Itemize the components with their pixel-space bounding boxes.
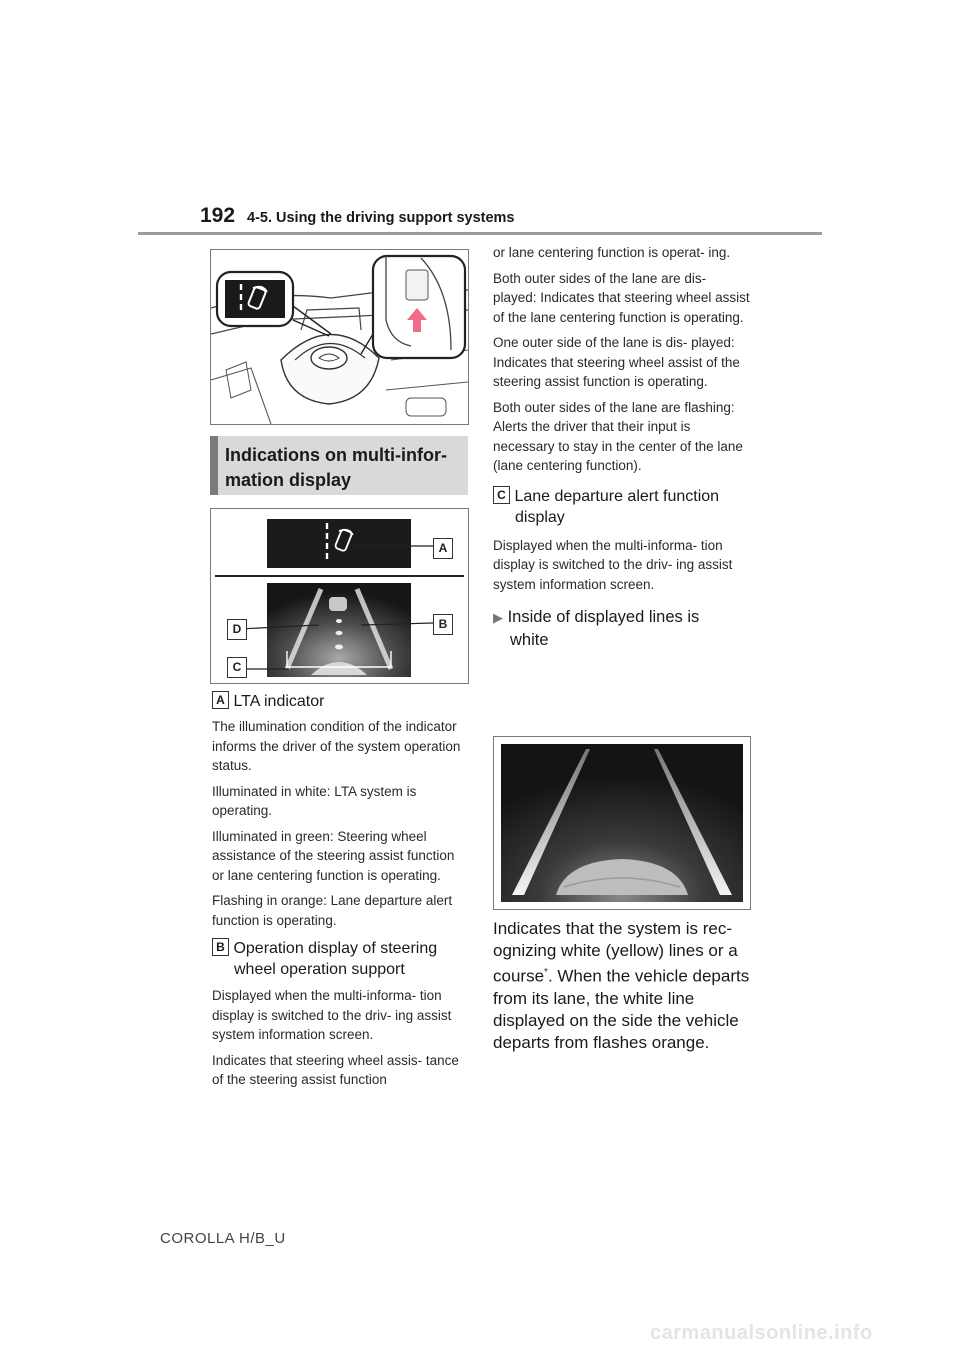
item-a-body (212, 717, 468, 930)
figure-label-d: D (227, 619, 247, 640)
left-column-text (212, 691, 468, 1096)
item-a-paragraph: Illuminated in white: LTA system is operating. (212, 783, 417, 818)
continued-paragraph: One outer side of the lane is dis- played: Indicates that steering wheel assist of the steering assist function is operating. (493, 335, 740, 389)
item-b-heading (212, 938, 468, 980)
bullet-line2: white (510, 631, 549, 649)
item-b-title-line1: Operation display of steering (233, 940, 438, 957)
figure-label-a: A (433, 538, 453, 559)
figure-label-b: B (433, 614, 453, 635)
large-paragraph-part1: Indicates that the system is rec- ognizing white (yellow) lines or a course (493, 919, 738, 986)
watermark: carmanualsonline.info (650, 1322, 873, 1344)
continued-body (493, 243, 751, 476)
section-heading (210, 436, 468, 495)
figure-label-c: C (227, 657, 247, 678)
footer-model: COROLLA H/B_U (160, 1230, 286, 1247)
continued-paragraph: or lane centering function is operat- ing. (493, 245, 731, 260)
large-paragraph-part2: . When the vehicle departs from its lane, the white line displayed on the side the vehicle departs from flashes orange. (493, 966, 750, 1052)
continued-paragraph: Both outer sides of the lane are dis- played: Indicates that steering wheel assist of the lane centering function is operating. (493, 270, 750, 325)
section-heading-line1: Indications on multi-infor- (225, 445, 447, 465)
item-c-paragraph: Displayed when the multi-informa- tion display is switched to the driv- ing assist system information screen. (493, 537, 733, 592)
item-b-body (212, 986, 468, 1090)
section-title: 4-5. Using the driving support systems (247, 210, 515, 226)
item-b-title-line2: wheel operation support (234, 961, 405, 978)
large-paragraph (493, 918, 757, 1054)
item-b-paragraph: Displayed when the multi-informa- tion display is switched to the driv- ing assist system information screen. (212, 988, 452, 1042)
item-a-heading (212, 691, 468, 712)
display-drawing (211, 509, 468, 683)
multi-information-display-illustration (210, 508, 469, 684)
bullet-triangle-icon: ▶ (493, 610, 503, 625)
item-a-title: LTA indicator (233, 693, 325, 710)
section-heading-line2: mation display (225, 470, 352, 490)
item-b-label: B (212, 938, 229, 956)
item-b-paragraph: Indicates that steering wheel assis- tance of the steering assist function (212, 1052, 459, 1087)
bullet-line1: Inside of displayed lines is (507, 608, 700, 626)
dashboard-drawing (211, 250, 468, 424)
item-c-body (493, 536, 751, 595)
page-number: 192 (200, 204, 236, 227)
item-c-label: C (493, 486, 510, 504)
item-a-paragraph: Flashing in orange: Lane departure alert function is operating. (212, 893, 453, 928)
lane-display-illustration (493, 736, 751, 910)
item-a-label: A (212, 691, 229, 709)
lane-display-drawing (494, 737, 750, 909)
item-a-paragraph: The illumination condition of the indicator informs the driver of the system operation status. (212, 719, 461, 773)
item-c-heading (493, 486, 751, 528)
item-a-paragraph: Illuminated in green: Steering wheel assistance of the steering assist function or lane centering function is operating. (212, 828, 455, 883)
bullet-heading (493, 606, 751, 651)
right-column-text (493, 243, 751, 651)
continued-paragraph: Both outer sides of the lane are flashing: Alerts the driver that their input is necessary to stay in the center of the lane (lane centering function). (493, 399, 743, 473)
asterisk: * (544, 967, 548, 978)
dashboard-illustration (210, 249, 469, 425)
header-rule (138, 232, 822, 235)
item-c-title-line2: display (515, 508, 565, 526)
item-c-title-line1: Lane departure alert function (514, 487, 720, 505)
